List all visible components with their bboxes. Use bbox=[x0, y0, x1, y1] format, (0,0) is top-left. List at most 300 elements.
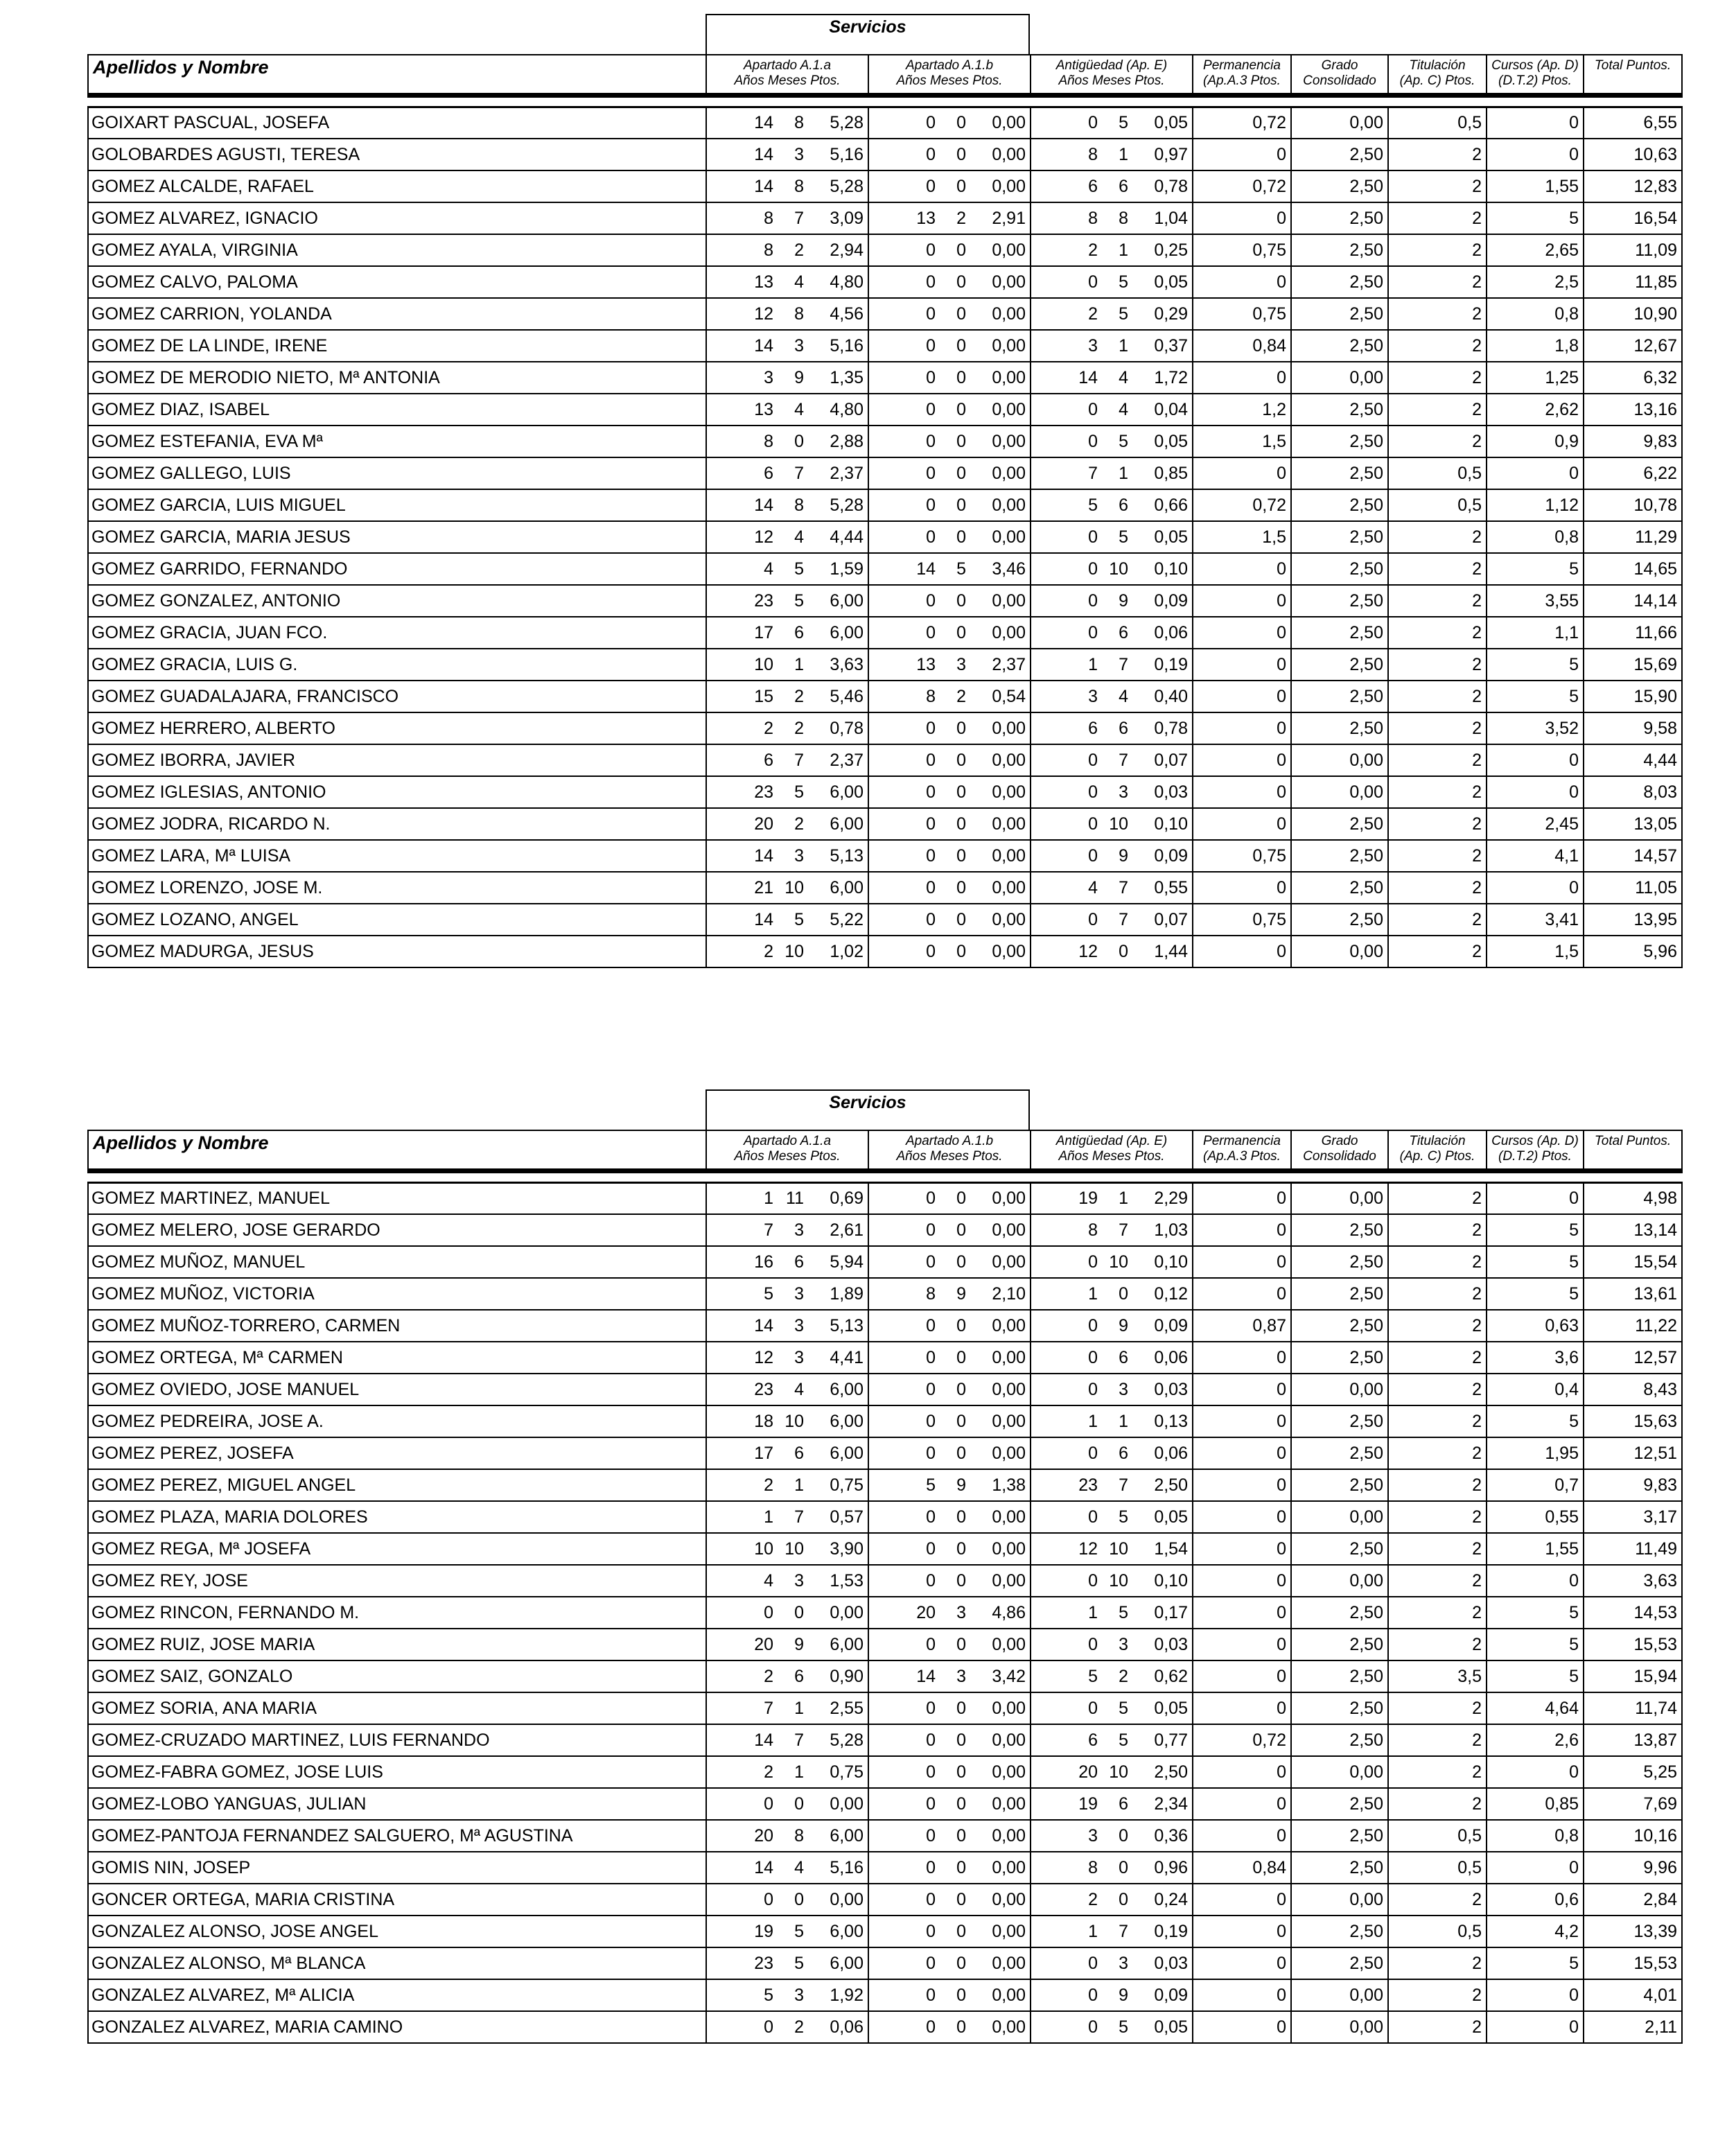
grado-value: 2,50 bbox=[1291, 1214, 1388, 1246]
permanencia-value: 0,72 bbox=[1193, 170, 1291, 202]
months-value: 4 bbox=[1119, 367, 1128, 387]
antiguedad-cell bbox=[1031, 1852, 1193, 1884]
table-row bbox=[88, 681, 1682, 712]
years-value: 0 bbox=[926, 304, 936, 324]
grado-value: 2,50 bbox=[1291, 649, 1388, 681]
value-group bbox=[873, 687, 1026, 707]
value-group bbox=[1035, 304, 1188, 324]
value-group bbox=[1035, 687, 1188, 707]
header-perm-line1: Permanencia bbox=[1203, 1134, 1281, 1148]
points-value: 4,41 bbox=[830, 1347, 864, 1367]
cursos-value: 3,6 bbox=[1487, 1342, 1584, 1374]
years-value: 16 bbox=[754, 1252, 773, 1272]
a1a-cell bbox=[706, 681, 868, 712]
value-group bbox=[711, 1444, 864, 1464]
years-value: 20 bbox=[1078, 1762, 1098, 1782]
person-name: GOMEZ-PANTOJA FERNANDEZ SALGUERO, Mª AGUSTINA bbox=[88, 1820, 706, 1852]
value-group bbox=[711, 910, 864, 930]
person-name: GOMEZ CALVO, PALOMA bbox=[88, 266, 706, 298]
cursos-value: 5 bbox=[1487, 553, 1584, 585]
value-group bbox=[873, 145, 1026, 165]
months-value: 2 bbox=[1119, 1666, 1128, 1686]
table-row bbox=[88, 266, 1682, 298]
total-value: 15,63 bbox=[1584, 1405, 1682, 1437]
points-value: 0,40 bbox=[1154, 686, 1188, 706]
points-value: 0,69 bbox=[830, 1188, 864, 1208]
antiguedad-cell bbox=[1031, 872, 1193, 904]
value-group bbox=[873, 496, 1026, 516]
header-name: Apellidos y Nombre bbox=[88, 1130, 706, 1171]
a1b-cell bbox=[868, 170, 1031, 202]
grado-value: 2,50 bbox=[1291, 330, 1388, 362]
years-value: 8 bbox=[926, 1283, 936, 1304]
person-name: GOMEZ MUÑOZ-TORRERO, CARMEN bbox=[88, 1310, 706, 1342]
grado-value: 2,50 bbox=[1291, 1310, 1388, 1342]
value-group bbox=[711, 942, 864, 962]
points-value: 0,00 bbox=[992, 782, 1026, 802]
table-row bbox=[88, 1310, 1682, 1342]
titulacion-value: 2 bbox=[1388, 617, 1487, 649]
value-group bbox=[1035, 878, 1188, 898]
cursos-value: 3,55 bbox=[1487, 585, 1584, 617]
years-value: 0 bbox=[1088, 1252, 1098, 1272]
years-value: 19 bbox=[1078, 1794, 1098, 1814]
value-group bbox=[1035, 1252, 1188, 1272]
person-name: GOMEZ DE MERODIO NIETO, Mª ANTONIA bbox=[88, 362, 706, 394]
value-group bbox=[1035, 1412, 1188, 1432]
months-value: 10 bbox=[1109, 814, 1128, 834]
years-value: 0 bbox=[926, 1985, 936, 2005]
a1b-cell bbox=[868, 904, 1031, 936]
table-row bbox=[88, 1724, 1682, 1756]
value-group bbox=[1035, 1348, 1188, 1368]
points-value: 1,38 bbox=[992, 1475, 1026, 1495]
a1a-cell bbox=[706, 1852, 868, 1884]
grado-value: 2,50 bbox=[1291, 521, 1388, 553]
years-value: 0 bbox=[1088, 431, 1098, 451]
months-value: 7 bbox=[1119, 654, 1128, 674]
points-value: 2,55 bbox=[830, 1698, 864, 1718]
titulacion-value: 2 bbox=[1388, 426, 1487, 457]
grado-value: 2,50 bbox=[1291, 1278, 1388, 1310]
value-group bbox=[711, 1252, 864, 1272]
permanencia-value: 0 bbox=[1193, 712, 1291, 744]
years-value: 0 bbox=[764, 2017, 773, 2037]
titulacion-value: 3,5 bbox=[1388, 1660, 1487, 1692]
years-value: 15 bbox=[754, 686, 773, 706]
value-group bbox=[873, 1858, 1026, 1878]
antiguedad-cell bbox=[1031, 1342, 1193, 1374]
titulacion-value: 2 bbox=[1388, 2011, 1487, 2043]
months-value: 1 bbox=[794, 1762, 804, 1782]
years-value: 0 bbox=[1088, 272, 1098, 292]
points-value: 0,00 bbox=[992, 1921, 1026, 1941]
table-row bbox=[88, 1852, 1682, 1884]
titulacion-value: 2 bbox=[1388, 1979, 1487, 2011]
cursos-value: 1,55 bbox=[1487, 170, 1584, 202]
years-value: 0 bbox=[926, 782, 936, 802]
points-value: 0,05 bbox=[1154, 272, 1188, 292]
a1b-cell bbox=[868, 362, 1031, 394]
grado-value: 2,50 bbox=[1291, 202, 1388, 234]
months-value: 3 bbox=[794, 1315, 804, 1335]
months-value: 0 bbox=[956, 335, 966, 356]
points-value: 5,28 bbox=[830, 495, 864, 515]
antiguedad-cell bbox=[1031, 2011, 1193, 2043]
months-value: 4 bbox=[794, 527, 804, 547]
value-group bbox=[873, 368, 1026, 388]
points-value: 0,09 bbox=[1154, 845, 1188, 866]
years-value: 20 bbox=[754, 1825, 773, 1846]
grado-value: 2,50 bbox=[1291, 1437, 1388, 1469]
header-a1a-line1: Apartado A.1.a bbox=[743, 58, 832, 73]
value-group bbox=[1035, 2017, 1188, 2037]
table-row bbox=[88, 298, 1682, 330]
titulacion-value: 2 bbox=[1388, 1437, 1487, 1469]
a1b-cell bbox=[868, 1182, 1031, 1214]
value-group bbox=[1035, 1858, 1188, 1878]
value-group bbox=[711, 272, 864, 292]
table-row bbox=[88, 840, 1682, 872]
person-name: GOMEZ OVIEDO, JOSE MANUEL bbox=[88, 1374, 706, 1405]
years-value: 0 bbox=[926, 845, 936, 866]
a1a-cell bbox=[706, 1820, 868, 1852]
months-value: 3 bbox=[794, 1985, 804, 2005]
points-value: 0,66 bbox=[1154, 495, 1188, 515]
years-value: 14 bbox=[916, 559, 936, 579]
table-row bbox=[88, 1565, 1682, 1597]
value-group bbox=[1035, 1890, 1188, 1910]
months-value: 8 bbox=[794, 176, 804, 196]
total-value: 13,87 bbox=[1584, 1724, 1682, 1756]
value-group bbox=[1035, 1507, 1188, 1527]
header-row bbox=[88, 1130, 1682, 1171]
points-value: 4,86 bbox=[992, 1602, 1026, 1622]
header-tit-line2: (Ap. C) Ptos. bbox=[1399, 73, 1475, 88]
a1b-cell bbox=[868, 1724, 1031, 1756]
years-value: 23 bbox=[754, 1953, 773, 1973]
months-value: 3 bbox=[956, 654, 966, 674]
months-value: 3 bbox=[794, 1283, 804, 1304]
permanencia-value: 0 bbox=[1193, 936, 1291, 967]
a1b-cell bbox=[868, 1660, 1031, 1692]
header-cursos-line1: Cursos (Ap. D) bbox=[1491, 1134, 1579, 1148]
months-value: 6 bbox=[1119, 622, 1128, 642]
person-name: GOMEZ MADURGA, JESUS bbox=[88, 936, 706, 967]
years-value: 0 bbox=[926, 1762, 936, 1782]
table-row bbox=[88, 617, 1682, 649]
a1b-cell bbox=[868, 840, 1031, 872]
grado-value: 0,00 bbox=[1291, 2011, 1388, 2043]
months-value: 0 bbox=[956, 527, 966, 547]
months-value: 0 bbox=[956, 941, 966, 961]
cursos-value: 0,4 bbox=[1487, 1374, 1584, 1405]
total-value: 6,32 bbox=[1584, 362, 1682, 394]
a1b-cell bbox=[868, 808, 1031, 840]
years-value: 0 bbox=[926, 877, 936, 897]
points-value: 6,00 bbox=[830, 1443, 864, 1463]
table-header bbox=[88, 55, 1682, 107]
antiguedad-cell bbox=[1031, 1469, 1193, 1501]
antiguedad-cell bbox=[1031, 139, 1193, 170]
permanencia-value: 0 bbox=[1193, 1916, 1291, 1947]
grado-value: 2,50 bbox=[1291, 1788, 1388, 1820]
a1b-cell bbox=[868, 1979, 1031, 2011]
months-value: 0 bbox=[956, 622, 966, 642]
titulacion-value: 2 bbox=[1388, 1469, 1487, 1501]
person-name: GONZALEZ ALVAREZ, MARIA CAMINO bbox=[88, 2011, 706, 2043]
titulacion-value: 2 bbox=[1388, 1565, 1487, 1597]
months-value: 0 bbox=[956, 495, 966, 515]
points-value: 0,00 bbox=[992, 495, 1026, 515]
years-value: 10 bbox=[754, 1539, 773, 1559]
header-tit bbox=[1388, 1130, 1487, 1171]
antiguedad-cell bbox=[1031, 712, 1193, 744]
value-group bbox=[873, 1826, 1026, 1846]
points-value: 2,50 bbox=[1154, 1475, 1188, 1495]
titulacion-value: 2 bbox=[1388, 139, 1487, 170]
points-value: 1,04 bbox=[1154, 208, 1188, 228]
months-value: 2 bbox=[956, 686, 966, 706]
points-value: 0,07 bbox=[1154, 750, 1188, 770]
years-value: 0 bbox=[926, 367, 936, 387]
value-group bbox=[1035, 464, 1188, 484]
header-antig bbox=[1031, 55, 1193, 95]
months-value: 0 bbox=[956, 1762, 966, 1782]
cursos-value: 5 bbox=[1487, 681, 1584, 712]
years-value: 2 bbox=[764, 1475, 773, 1495]
total-value: 2,84 bbox=[1584, 1884, 1682, 1916]
header-a1a-line2: Años Meses Ptos. bbox=[734, 1149, 841, 1164]
permanencia-value: 0 bbox=[1193, 553, 1291, 585]
value-group bbox=[873, 1986, 1026, 2006]
header-name: Apellidos y Nombre bbox=[88, 55, 706, 95]
months-value: 5 bbox=[1119, 272, 1128, 292]
table-row bbox=[88, 202, 1682, 234]
a1a-cell bbox=[706, 266, 868, 298]
antiguedad-cell bbox=[1031, 744, 1193, 776]
value-group bbox=[873, 1539, 1026, 1559]
titulacion-value: 2 bbox=[1388, 1246, 1487, 1278]
years-value: 0 bbox=[1088, 909, 1098, 929]
value-group bbox=[711, 1348, 864, 1368]
months-value: 0 bbox=[956, 718, 966, 738]
months-value: 10 bbox=[785, 1539, 804, 1559]
a1a-cell bbox=[706, 1214, 868, 1246]
a1a-cell bbox=[706, 649, 868, 681]
years-value: 0 bbox=[926, 1921, 936, 1941]
value-group bbox=[711, 623, 864, 643]
cursos-value: 5 bbox=[1487, 1660, 1584, 1692]
value-group bbox=[711, 177, 864, 197]
grado-value: 2,50 bbox=[1291, 1246, 1388, 1278]
months-value: 0 bbox=[956, 144, 966, 164]
months-value: 1 bbox=[1119, 335, 1128, 356]
years-value: 0 bbox=[1088, 1379, 1098, 1399]
permanencia-value: 0 bbox=[1193, 1501, 1291, 1533]
titulacion-value: 2 bbox=[1388, 362, 1487, 394]
points-value: 1,54 bbox=[1154, 1539, 1188, 1559]
grado-value: 2,50 bbox=[1291, 1629, 1388, 1660]
points-value: 0,05 bbox=[1154, 1507, 1188, 1527]
total-value: 12,83 bbox=[1584, 170, 1682, 202]
person-name: GOMEZ ESTEFANIA, EVA Mª bbox=[88, 426, 706, 457]
permanencia-value: 1,5 bbox=[1193, 426, 1291, 457]
a1a-cell bbox=[706, 840, 868, 872]
header-antig-line2: Años Meses Ptos. bbox=[1058, 1149, 1165, 1164]
months-value: 5 bbox=[1119, 304, 1128, 324]
table-row bbox=[88, 936, 1682, 967]
value-group bbox=[711, 687, 864, 707]
a1b-cell bbox=[868, 1246, 1031, 1278]
a1a-cell bbox=[706, 1756, 868, 1788]
table-row bbox=[88, 1629, 1682, 1660]
value-group bbox=[711, 591, 864, 611]
total-value: 11,05 bbox=[1584, 872, 1682, 904]
a1a-cell bbox=[706, 426, 868, 457]
table-row bbox=[88, 1182, 1682, 1214]
points-value: 4,56 bbox=[830, 304, 864, 324]
header-grado-line2: Consolidado bbox=[1303, 1149, 1376, 1164]
value-group bbox=[711, 1475, 864, 1496]
years-value: 0 bbox=[1088, 1507, 1098, 1527]
points-value: 2,37 bbox=[830, 750, 864, 770]
cursos-value: 0,8 bbox=[1487, 1820, 1584, 1852]
years-value: 0 bbox=[764, 1602, 773, 1622]
antiguedad-cell bbox=[1031, 1692, 1193, 1724]
points-value: 0,00 bbox=[992, 1889, 1026, 1909]
total-value: 5,96 bbox=[1584, 936, 1682, 967]
years-value: 3 bbox=[1088, 1825, 1098, 1846]
points-value: 0,97 bbox=[1154, 144, 1188, 164]
months-value: 0 bbox=[956, 1825, 966, 1846]
titulacion-value: 2 bbox=[1388, 553, 1487, 585]
titulacion-value: 2 bbox=[1388, 1692, 1487, 1724]
antiguedad-cell bbox=[1031, 776, 1193, 808]
points-value: 0,77 bbox=[1154, 1730, 1188, 1750]
total-value: 10,90 bbox=[1584, 298, 1682, 330]
header-cursos bbox=[1487, 1130, 1584, 1171]
titulacion-value: 2 bbox=[1388, 521, 1487, 553]
months-value: 1 bbox=[1119, 463, 1128, 483]
value-group bbox=[873, 719, 1026, 739]
years-value: 0 bbox=[926, 1730, 936, 1750]
titulacion-value: 2 bbox=[1388, 1501, 1487, 1533]
points-value: 0,00 bbox=[992, 1507, 1026, 1527]
grado-value: 2,50 bbox=[1291, 1405, 1388, 1437]
months-value: 10 bbox=[785, 877, 804, 897]
value-group bbox=[873, 113, 1026, 133]
years-value: 0 bbox=[926, 1252, 936, 1272]
value-group bbox=[1035, 1730, 1188, 1751]
value-group bbox=[711, 368, 864, 388]
years-value: 13 bbox=[754, 272, 773, 292]
a1a-cell bbox=[706, 202, 868, 234]
titulacion-value: 2 bbox=[1388, 1278, 1487, 1310]
cursos-value: 0 bbox=[1487, 744, 1584, 776]
a1b-cell bbox=[868, 1310, 1031, 1342]
value-group bbox=[873, 751, 1026, 771]
table-row bbox=[88, 1916, 1682, 1947]
points-value: 0,05 bbox=[1154, 112, 1188, 132]
points-value: 0,00 bbox=[992, 1857, 1026, 1877]
years-value: 0 bbox=[926, 1857, 936, 1877]
header-row bbox=[88, 55, 1682, 95]
months-value: 3 bbox=[794, 1347, 804, 1367]
titulacion-value: 2 bbox=[1388, 1405, 1487, 1437]
header-tit-line1: Titulación bbox=[1409, 1134, 1466, 1148]
value-group bbox=[711, 1858, 864, 1878]
points-value: 0,10 bbox=[1154, 1252, 1188, 1272]
value-group bbox=[1035, 496, 1188, 516]
value-group bbox=[873, 1762, 1026, 1782]
value-group bbox=[873, 846, 1026, 866]
person-name: GOIXART PASCUAL, JOSEFA bbox=[88, 107, 706, 139]
permanencia-value: 0,75 bbox=[1193, 234, 1291, 266]
grado-value: 2,50 bbox=[1291, 617, 1388, 649]
value-group bbox=[711, 1380, 864, 1400]
points-value: 0,00 bbox=[992, 1762, 1026, 1782]
months-value: 7 bbox=[1119, 750, 1128, 770]
points-value: 0,78 bbox=[830, 718, 864, 738]
value-group bbox=[1035, 942, 1188, 962]
a1b-cell bbox=[868, 1947, 1031, 1979]
points-value: 0,00 bbox=[992, 1220, 1026, 1240]
antiguedad-cell bbox=[1031, 107, 1193, 139]
points-value: 2,94 bbox=[830, 240, 864, 260]
a1a-cell bbox=[706, 1884, 868, 1916]
antiguedad-cell bbox=[1031, 1916, 1193, 1947]
cursos-value: 5 bbox=[1487, 1214, 1584, 1246]
value-group bbox=[873, 1635, 1026, 1655]
a1b-cell bbox=[868, 1916, 1031, 1947]
header-grado bbox=[1291, 1130, 1388, 1171]
points-value: 0,06 bbox=[1154, 1347, 1188, 1367]
years-value: 0 bbox=[926, 1315, 936, 1335]
total-value: 8,43 bbox=[1584, 1374, 1682, 1405]
person-name: GOMEZ LOZANO, ANGEL bbox=[88, 904, 706, 936]
months-value: 10 bbox=[785, 941, 804, 961]
a1a-cell bbox=[706, 904, 868, 936]
antiguedad-cell bbox=[1031, 1214, 1193, 1246]
titulacion-value: 2 bbox=[1388, 1597, 1487, 1629]
a1a-cell bbox=[706, 1597, 868, 1629]
table-row bbox=[88, 649, 1682, 681]
value-group bbox=[711, 1762, 864, 1782]
a1b-cell bbox=[868, 1756, 1031, 1788]
antiguedad-cell bbox=[1031, 681, 1193, 712]
years-value: 0 bbox=[1088, 1698, 1098, 1718]
months-value: 5 bbox=[794, 590, 804, 611]
value-group bbox=[711, 304, 864, 324]
months-value: 5 bbox=[1119, 527, 1128, 547]
header-cursos-line1: Cursos (Ap. D) bbox=[1491, 58, 1579, 73]
titulacion-value: 2 bbox=[1388, 1884, 1487, 1916]
antiguedad-cell bbox=[1031, 1979, 1193, 2011]
years-value: 0 bbox=[926, 1889, 936, 1909]
years-value: 3 bbox=[1088, 335, 1098, 356]
months-value: 0 bbox=[956, 750, 966, 770]
permanencia-value: 0 bbox=[1193, 202, 1291, 234]
value-group bbox=[1035, 1475, 1188, 1496]
table-row bbox=[88, 1947, 1682, 1979]
cursos-value: 2,6 bbox=[1487, 1724, 1584, 1756]
years-value: 0 bbox=[926, 590, 936, 611]
points-value: 3,42 bbox=[992, 1666, 1026, 1686]
value-group bbox=[1035, 751, 1188, 771]
person-name: GOMEZ GRACIA, JUAN FCO. bbox=[88, 617, 706, 649]
person-name: GOLOBARDES AGUSTI, TERESA bbox=[88, 139, 706, 170]
